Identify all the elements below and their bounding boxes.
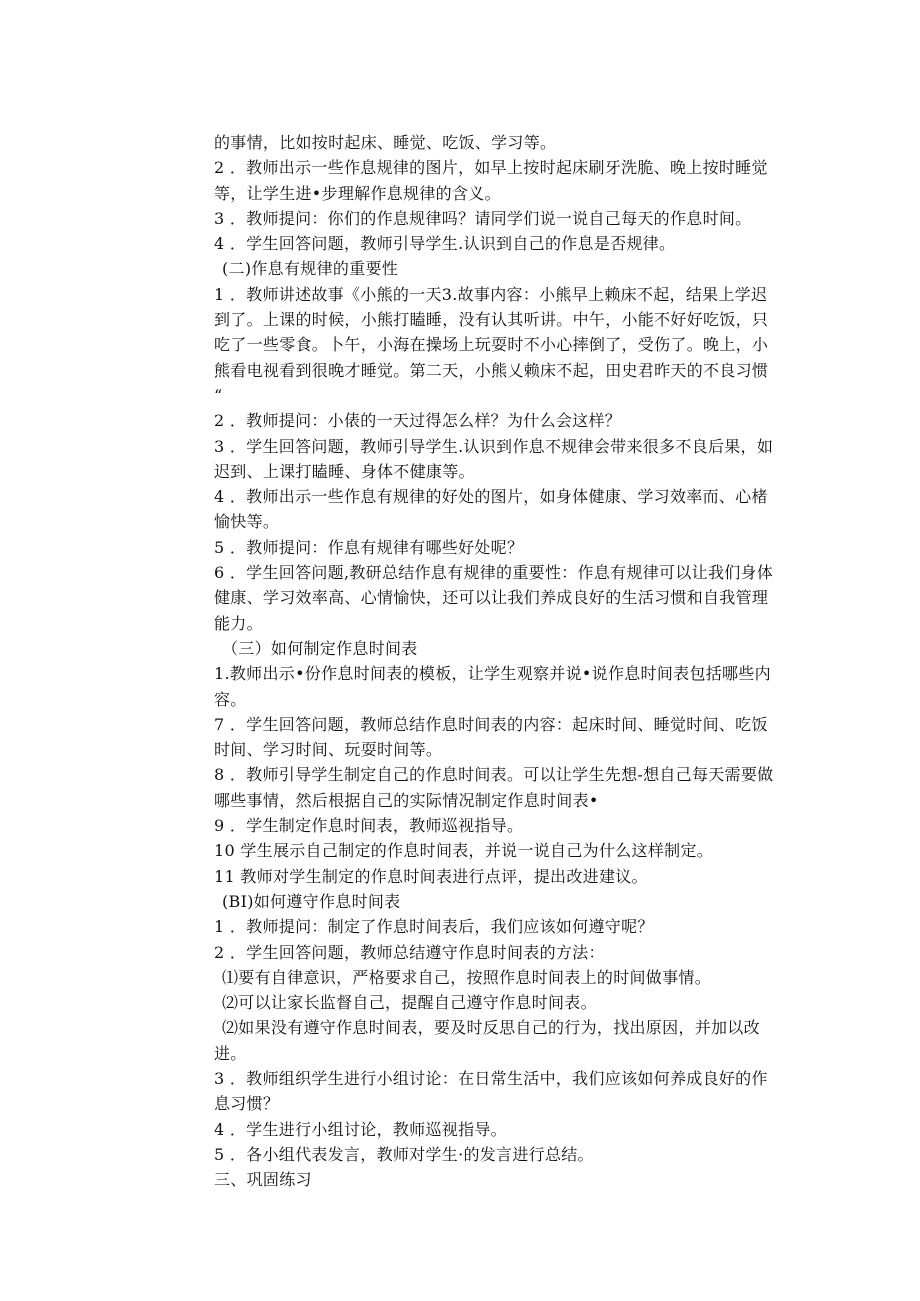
text-line: 到了。上课的时候，小熊打瞌睡，没有认其听讲。中午，小能不好好吃饭，只 <box>214 310 769 330</box>
text-line: 3 ．学生回答问题，教师引导学生.认识到作息不规律会带来很多不良后果，如 <box>214 436 774 456</box>
text-line: 2 ．学生回答问题，教师总结遵守作息时间表的方法： <box>214 942 605 962</box>
document-body <box>214 130 798 1192</box>
text-line: 5 ．各小组代表发言，教师对学生·的发言进行总结。 <box>214 1144 594 1164</box>
text-line: 6 ．学生回答问题,教研总结作息有规律的重要性：作息有规律可以让我们身体 <box>214 563 774 583</box>
text-line: 3 ．教师组织学生进行小组讨论：在日常生活中，我们应该如何养成良好的作 <box>214 1068 768 1088</box>
text-line: 11 教师对学生制定的作息时间表进行点评，提出改进建议。 <box>214 866 648 886</box>
text-line: 4 ．学生进行小组讨论，教师巡视指导。 <box>214 1119 507 1139</box>
text-line: 进。 <box>214 1043 247 1063</box>
text-line: ⑵可以让家长监督自己，提醒自己遵守作息时间表。 <box>222 993 597 1013</box>
text-line: 能力。 <box>214 613 263 633</box>
text-line: 3 ．教师提问：你们的作息规律吗？请同学们说一说自己每天的作息时间。 <box>214 208 752 228</box>
text-line: 1.教师出示•份作息时间表的模板，让学生观察并说•说作息时间表包括哪些内 <box>214 664 771 684</box>
text-line: 10 学生展示自己制定的作息时间表，并说一说自己为什么这样制定。 <box>214 841 714 861</box>
text-line: 1 ．教师讲述故事《小熊的一天3.故事内容：小熊早上赖床不起，结果上学迟 <box>214 284 768 304</box>
text-line: 熊看电视看到很晚才睡觉。第二天，小熊乂赖床不起，田史君昨天的不良习惯 <box>214 360 769 380</box>
text-line: 健康、学习效率高、心情愉快，还可以让我们养成良好的生活习惯和自我管理 <box>214 588 769 608</box>
text-line: 息习惯？ <box>214 1094 280 1114</box>
text-line: 4 ．学生回答问题，教师引导学生.认识到自己的作息是否规律。 <box>214 234 676 254</box>
section-heading: (BI)如何遵守作息时间表 <box>222 891 401 911</box>
text-line: 迟到、上课打瞌睡、身体不健康等。 <box>214 461 475 481</box>
text-line: 9 ．学生制定作息时间表，教师巡视指导。 <box>214 816 524 836</box>
text-line: 等，让学生进•步理解作息规律的含义。 <box>214 183 501 203</box>
text-line: 8 ．教师引导学生制定自己的作息时间表。可以让学生先想-想自己每天需要做 <box>214 765 774 785</box>
text-line: ⑵如果没有遵守作息时间表，要及时反思自己的行为，找出原因，并加以改 <box>222 1018 760 1038</box>
text-line: 2 ．教师出示一些作息规律的图片，如早上按时起床刷牙洗脆、晚上按时睡觉 <box>214 158 768 178</box>
text-line: 哪些事情，然后根据自己的实际情况制定作息时间表• <box>214 790 599 810</box>
text-line: 容。 <box>214 689 247 709</box>
text-line: 4 ．教师出示一些作息有规律的好处的图片，如身体健康、学习效率而、心楮 <box>214 487 768 507</box>
text-line: 的事情，比如按时起床、睡觉、吃饭、学习等。 <box>214 133 557 152</box>
text-line: 愉快等。 <box>214 512 280 532</box>
section-heading: 三、巩固练习 <box>214 1170 312 1190</box>
section-heading: （三）如何制定作息时间表 <box>222 638 418 658</box>
text-line: 吃了一些零食。卜午，小海在操场上玩耍时不小心摔倒了，受伤了。晚上，小 <box>214 335 769 355</box>
text-line: 5 ．教师提问：作息有规律有哪些好处呢？ <box>214 537 524 557</box>
text-line: 7 ．学生回答问题，教师总结作息时间表的内容：起床时间、睡觉时间、吃饭 <box>214 714 768 734</box>
text-line: 时间、学习时间、玩耍时间等。 <box>214 740 443 760</box>
text-line: 2 ．教师提问：小俵的一天过得怎么样？为什么会这样？ <box>214 411 622 431</box>
text-line: 1 ．教师提问：制定了作息时间表后，我们应该如何遵守呢？ <box>214 917 654 937</box>
section-heading: (二)作息有规律的重要性 <box>222 259 399 279</box>
text-line: ⑴要有自律意识，严格要求自己，按照作息时间表上的时间做事情。 <box>222 967 712 987</box>
text-line: “ <box>214 385 223 405</box>
